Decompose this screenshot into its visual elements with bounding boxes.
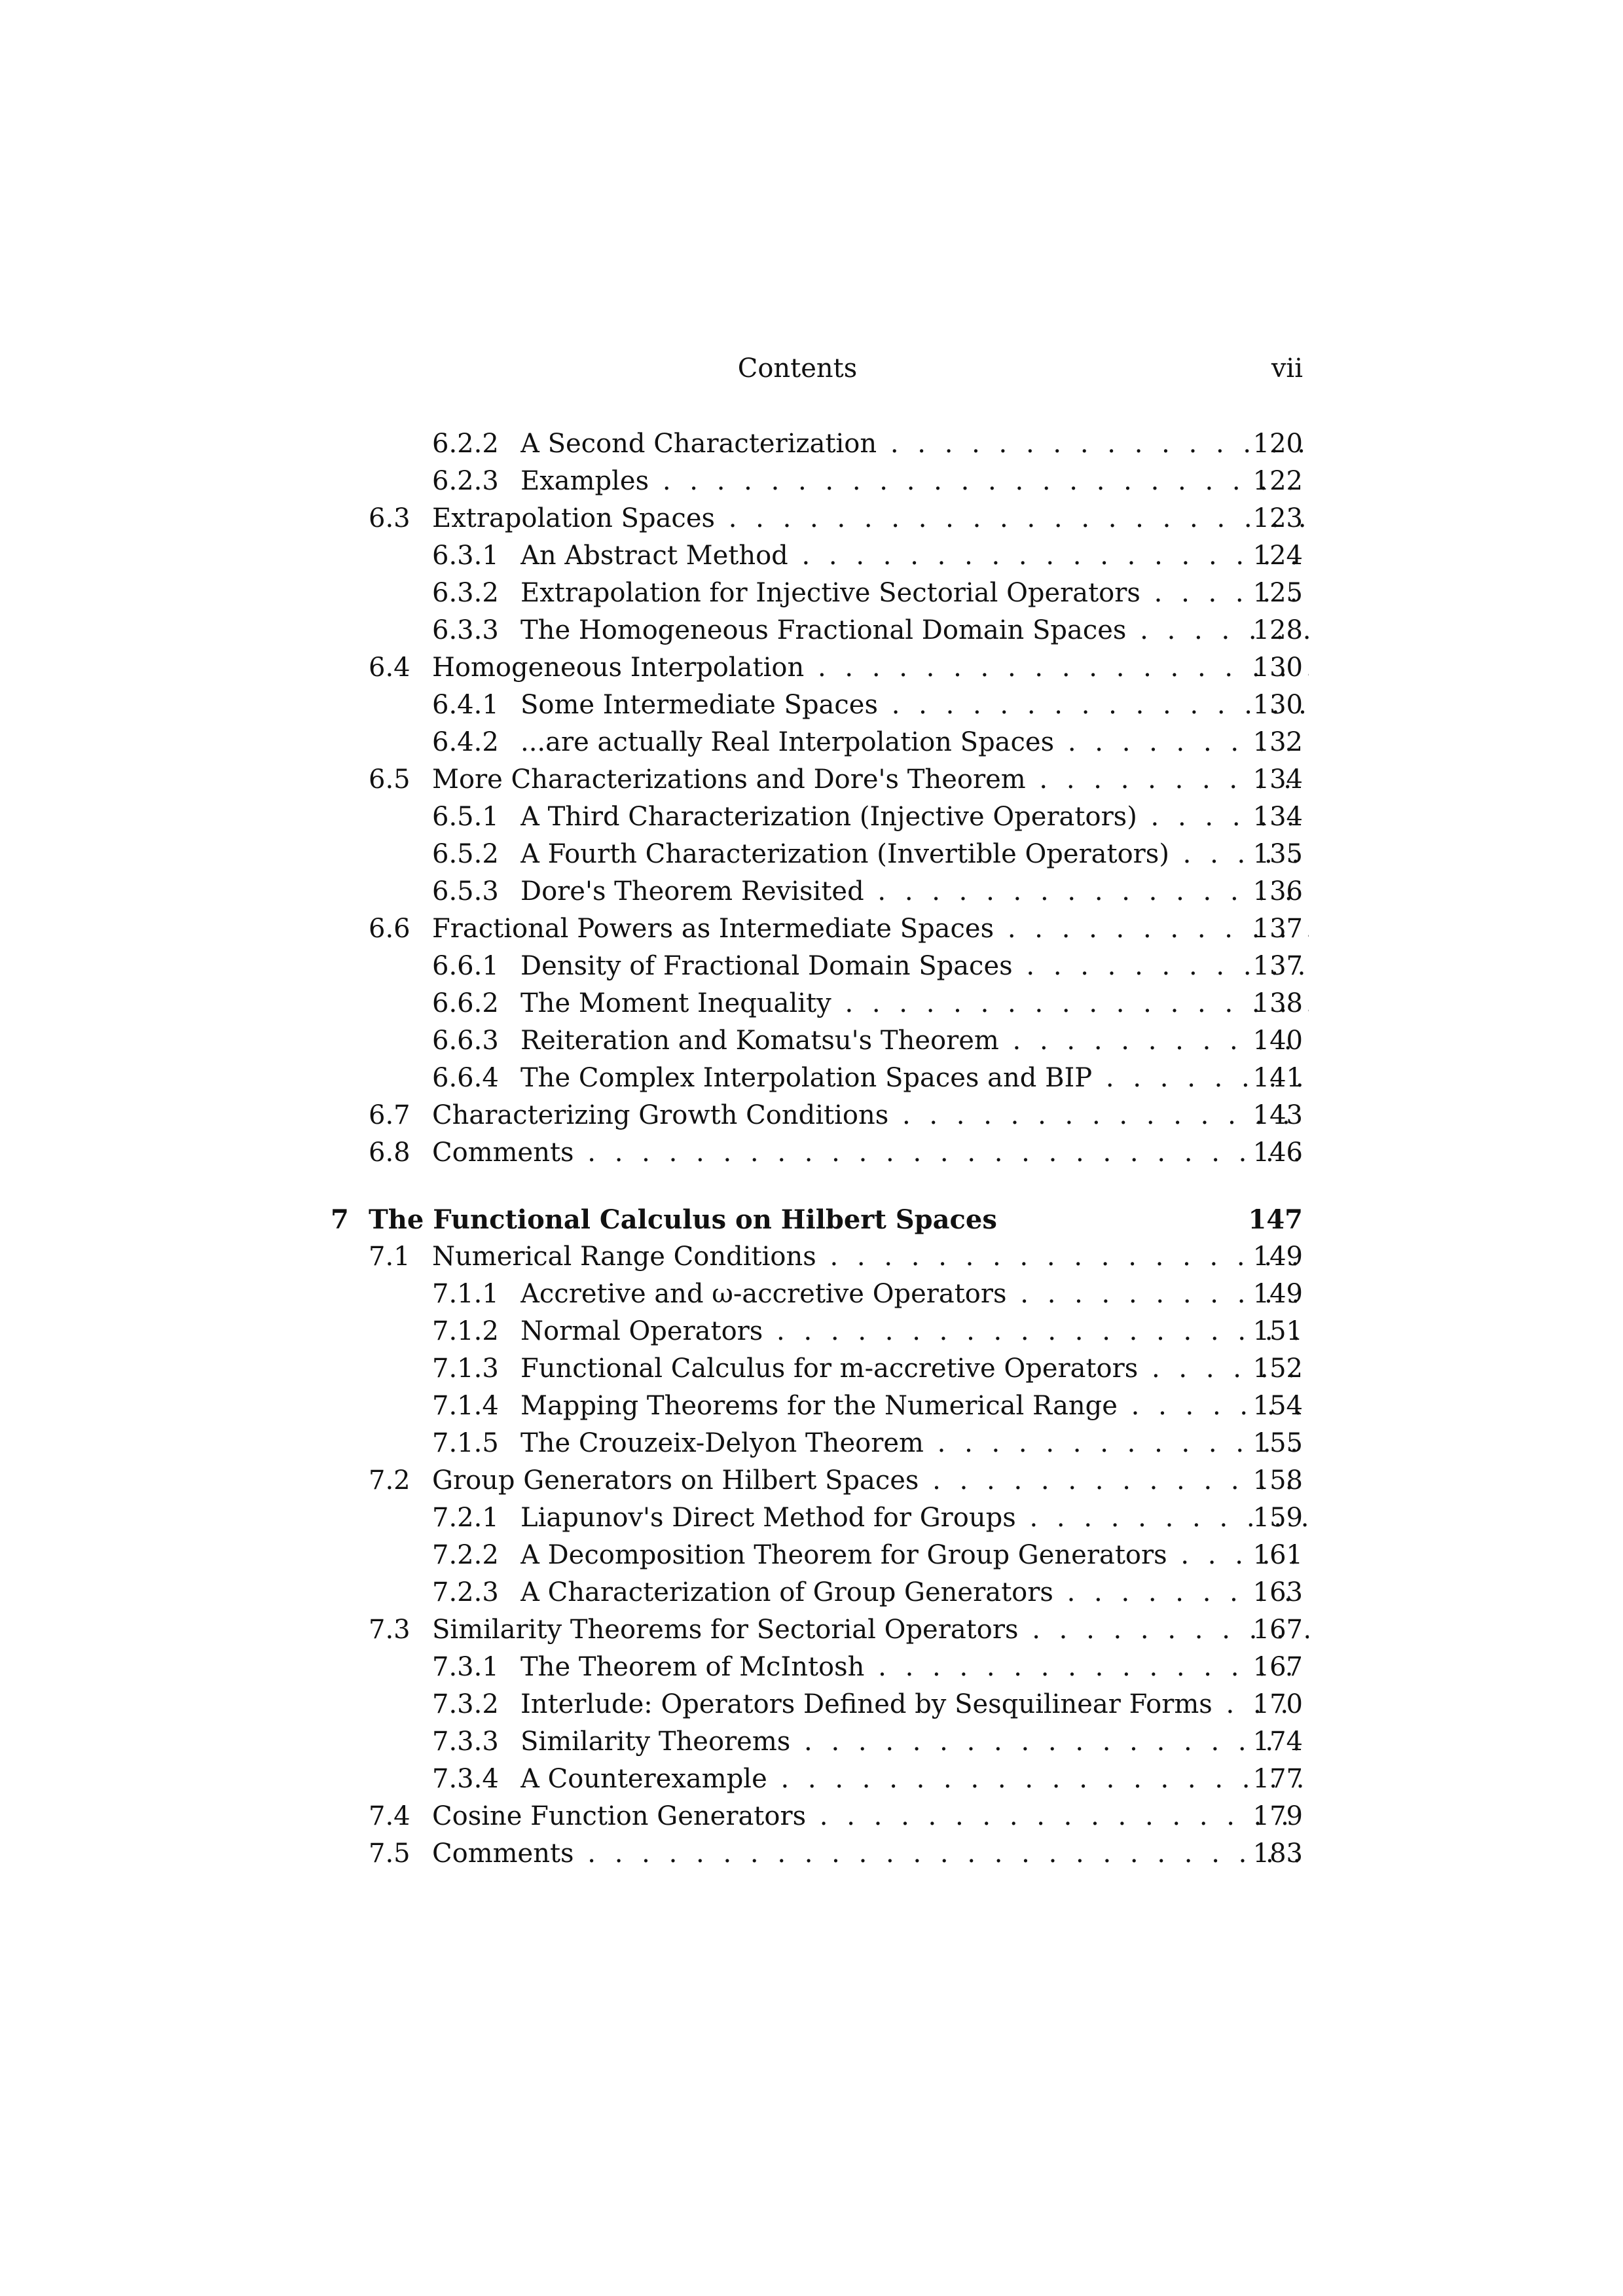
toc-entry-sub <box>0 575 1623 612</box>
toc-entry-number: 6.2.2 <box>432 429 499 459</box>
toc-entry-number: 7.1.3 <box>432 1354 499 1384</box>
toc-entry-title: Homogeneous Interpolation . . . <box>432 649 1309 687</box>
toc-entry-sub <box>0 836 1623 873</box>
toc-entry-title: The Crouzeix-Delyon Theorem . . . <box>520 1425 1309 1462</box>
toc-entry-title: A Fourth Characterization (Invertible Operators) . . . <box>520 836 1309 873</box>
toc-entry-title: Liapunov's Direct Method for Groups . . . <box>520 1499 1309 1537</box>
toc-entry-page: 170 <box>1252 1689 1303 1719</box>
toc-entry-title: Density of Fractional Domain Spaces . . . <box>520 948 1309 985</box>
toc-entry-number: 6.6.3 <box>432 1026 499 1056</box>
toc-entry-page: 174 <box>1252 1727 1303 1757</box>
toc-entry-sub <box>0 1761 1623 1798</box>
toc-entry-title: Similarity Theorems for Sectorial Operators . . . <box>432 1611 1309 1649</box>
toc-entry-page: 155 <box>1252 1428 1303 1458</box>
toc-entry-title: Normal Operators . . . <box>520 1313 1309 1350</box>
toc-entry-number: 7.3.4 <box>432 1764 499 1794</box>
toc-entry-title: The Homogeneous Fractional Domain Spaces . . . <box>520 612 1309 649</box>
toc-entry-title: Mapping Theorems for the Numerical Range . . . <box>520 1388 1309 1425</box>
toc-entry-number: 6.5.3 <box>432 876 499 906</box>
toc-entry-title: Comments . . . <box>432 1835 1309 1873</box>
toc-entry-sub <box>0 873 1623 910</box>
toc-entry-sub <box>0 612 1623 649</box>
toc-entry-sub <box>0 463 1623 500</box>
toc-entry-title: Accretive and ω-accretive Operators . . . <box>520 1276 1309 1313</box>
toc-entry-page: 130 <box>1252 690 1303 720</box>
toc-entry-number: 7.3.2 <box>432 1689 499 1719</box>
toc-entry-sub <box>0 1276 1623 1313</box>
toc-entry-section <box>0 1134 1623 1172</box>
toc-entry-sub <box>0 1313 1623 1350</box>
toc-entry-number: 6.5.1 <box>432 802 499 832</box>
toc-entry-sub <box>0 1723 1623 1761</box>
toc-entry-title: Cosine Function Generators . . . <box>432 1798 1309 1835</box>
toc-entry-page: 147 <box>1248 1204 1303 1235</box>
toc-entry-page: 179 <box>1252 1801 1303 1831</box>
toc-entry-page: 177 <box>1252 1764 1303 1794</box>
toc-entry-page: 130 <box>1252 653 1303 683</box>
page-number: vii <box>1271 353 1303 384</box>
toc-entry-sub <box>0 1350 1623 1388</box>
toc-entry-number: 6.6.4 <box>432 1063 499 1093</box>
toc-entry-page: 154 <box>1252 1391 1303 1421</box>
toc-entry-page: 128 <box>1252 615 1303 645</box>
toc-entry-sub <box>0 985 1623 1022</box>
toc-entry-sub <box>0 798 1623 836</box>
toc-entry-sub <box>0 1574 1623 1611</box>
toc-entry-number: 6.3.2 <box>432 578 499 608</box>
toc-entry-number: 7.1.1 <box>432 1279 499 1309</box>
toc-entry-sub <box>0 1425 1623 1462</box>
toc-entry-number: 7.2.1 <box>432 1503 499 1533</box>
toc-entry-sub <box>0 1388 1623 1425</box>
toc-entry-number: 7 <box>331 1204 349 1235</box>
table-of-contents <box>0 425 1623 1873</box>
toc-entry-section <box>0 500 1623 537</box>
toc-entry-title: Comments . . . <box>432 1134 1309 1172</box>
toc-entry-page: 141 <box>1252 1063 1303 1093</box>
toc-entry-title: More Characterizations and Dore's Theorem . . . <box>432 761 1309 798</box>
toc-entry-page: 152 <box>1252 1354 1303 1384</box>
toc-entry-section <box>0 1238 1623 1276</box>
toc-entry-page: 158 <box>1252 1465 1303 1496</box>
toc-entry-sub <box>0 1499 1623 1537</box>
toc-entry-page: 137 <box>1252 914 1303 944</box>
toc-entry-page: 134 <box>1252 764 1303 795</box>
toc-entry-number: 6.6.1 <box>432 951 499 981</box>
toc-entry-page: 137 <box>1252 951 1303 981</box>
toc-entry-title: Examples . . . <box>520 463 1309 500</box>
toc-entry-number: 7.3.3 <box>432 1727 499 1757</box>
toc-entry-title: Extrapolation Spaces . . . <box>432 500 1309 537</box>
toc-entry-page: 132 <box>1252 727 1303 757</box>
toc-entry-page: 135 <box>1252 839 1303 869</box>
toc-entry-page: 124 <box>1252 541 1303 571</box>
toc-entry-number: 7.1.5 <box>432 1428 499 1458</box>
toc-entry-number: 6.5 <box>369 764 410 795</box>
toc-entry-section <box>0 1798 1623 1835</box>
toc-entry-title: Numerical Range Conditions . . . <box>432 1238 1309 1276</box>
toc-entry-title: A Decomposition Theorem for Group Generators . . . <box>520 1537 1309 1574</box>
toc-entry-title: Some Intermediate Spaces . . . <box>520 687 1309 724</box>
toc-entry-title: Characterizing Growth Conditions . . . <box>432 1097 1309 1134</box>
toc-entry-sub <box>0 1537 1623 1574</box>
toc-entry-sub <box>0 687 1623 724</box>
toc-entry-number: 7.1.2 <box>432 1316 499 1346</box>
toc-entry-number: 7.2 <box>369 1465 410 1496</box>
toc-entry-page: 125 <box>1252 578 1303 608</box>
toc-entry-title: An Abstract Method . . . <box>520 537 1309 575</box>
toc-entry-page: 163 <box>1252 1577 1303 1607</box>
toc-entry-title: The Complex Interpolation Spaces and BIP . . . <box>520 1060 1309 1097</box>
toc-entry-title: A Counterexample . . . <box>520 1761 1309 1798</box>
toc-entry-page: 149 <box>1252 1279 1303 1309</box>
toc-entry-title: Group Generators on Hilbert Spaces . . . <box>432 1462 1309 1499</box>
toc-entry-title: A Second Characterization . . . <box>520 425 1309 463</box>
toc-entry-page: 167 <box>1252 1652 1303 1682</box>
toc-entry-title: A Third Characterization (Injective Operators) . . . <box>520 798 1309 836</box>
toc-entry-page: 138 <box>1252 988 1303 1018</box>
toc-entry-page: 136 <box>1252 876 1303 906</box>
toc-entry-sub <box>0 1649 1623 1686</box>
toc-entry-page: 183 <box>1252 1839 1303 1869</box>
toc-entry-title: Reiteration and Komatsu's Theorem . . . <box>520 1022 1309 1060</box>
toc-entry-section <box>0 1462 1623 1499</box>
toc-entry-number: 6.3 <box>369 503 410 533</box>
toc-entry-section <box>0 910 1623 948</box>
toc-entry-title: Functional Calculus for m-accretive Operators . . . <box>520 1350 1309 1388</box>
toc-entry-page: 159 <box>1252 1503 1303 1533</box>
toc-entry-section <box>0 649 1623 687</box>
toc-entry-number: 6.8 <box>369 1138 410 1168</box>
toc-entry-page: 149 <box>1252 1242 1303 1272</box>
toc-entry-number: 7.1 <box>369 1242 410 1272</box>
toc-entry-chapter <box>0 1201 1623 1238</box>
toc-entry-title: Extrapolation for Injective Sectorial Operators . . . <box>520 575 1309 612</box>
toc-entry-page: 167 <box>1252 1615 1303 1645</box>
toc-entry-title: Interlude: Operators Defined by Sesquilinear Forms . . . <box>520 1686 1309 1723</box>
toc-entry-sub <box>0 425 1623 463</box>
toc-entry-section <box>0 1835 1623 1873</box>
toc-entry-sub <box>0 948 1623 985</box>
toc-entry-number: 6.3.1 <box>432 541 499 571</box>
toc-entry-page: 140 <box>1252 1026 1303 1056</box>
toc-entry-sub <box>0 537 1623 575</box>
toc-entry-page: 161 <box>1252 1540 1303 1570</box>
toc-entry-title: The Theorem of McIntosh . . . <box>520 1649 1309 1686</box>
toc-entry-number: 7.3 <box>369 1615 410 1645</box>
toc-entry-page: 151 <box>1252 1316 1303 1346</box>
toc-entry-title: ...are actually Real Interpolation Spaces . . . <box>520 724 1309 761</box>
toc-entry-page: 120 <box>1252 429 1303 459</box>
toc-entry-sub <box>0 1686 1623 1723</box>
toc-entry-section <box>0 1097 1623 1134</box>
toc-entry-number: 7.4 <box>369 1801 410 1831</box>
toc-entry-page: 134 <box>1252 802 1303 832</box>
toc-entry-section <box>0 761 1623 798</box>
toc-entry-number: 6.5.2 <box>432 839 499 869</box>
toc-entry-section <box>0 1611 1623 1649</box>
toc-entry-title: A Characterization of Group Generators . . . <box>520 1574 1309 1611</box>
toc-entry-number: 6.7 <box>369 1100 410 1130</box>
toc-entry-page: 143 <box>1252 1100 1303 1130</box>
toc-entry-number: 7.2.2 <box>432 1540 499 1570</box>
toc-entry-number: 7.1.4 <box>432 1391 499 1421</box>
toc-entry-sub <box>0 1022 1623 1060</box>
toc-entry-title: The Functional Calculus on Hilbert Spaces <box>369 1204 997 1235</box>
toc-entry-page: 146 <box>1252 1138 1303 1168</box>
toc-entry-number: 6.4.1 <box>432 690 499 720</box>
toc-entry-sub <box>0 724 1623 761</box>
running-title: Contents <box>737 353 858 384</box>
toc-entry-number: 6.4.2 <box>432 727 499 757</box>
toc-entry-title: The Moment Inequality . . . <box>520 985 1309 1022</box>
toc-entry-sub <box>0 1060 1623 1097</box>
toc-entry-page: 123 <box>1252 503 1303 533</box>
toc-entry-number: 6.6 <box>369 914 410 944</box>
toc-entry-number: 6.3.3 <box>432 615 499 645</box>
toc-entry-number: 7.2.3 <box>432 1577 499 1607</box>
toc-entry-title: Fractional Powers as Intermediate Spaces . . . <box>432 910 1309 948</box>
toc-entry-number: 6.6.2 <box>432 988 499 1018</box>
toc-entry-title: Similarity Theorems . . . <box>520 1723 1309 1761</box>
toc-entry-number: 7.5 <box>369 1839 410 1869</box>
toc-entry-title: Dore's Theorem Revisited . . . <box>520 873 1309 910</box>
toc-entry-number: 6.2.3 <box>432 466 499 496</box>
toc-entry-number: 7.3.1 <box>432 1652 499 1682</box>
toc-entry-number: 6.4 <box>369 653 410 683</box>
toc-entry-page: 122 <box>1252 466 1303 496</box>
